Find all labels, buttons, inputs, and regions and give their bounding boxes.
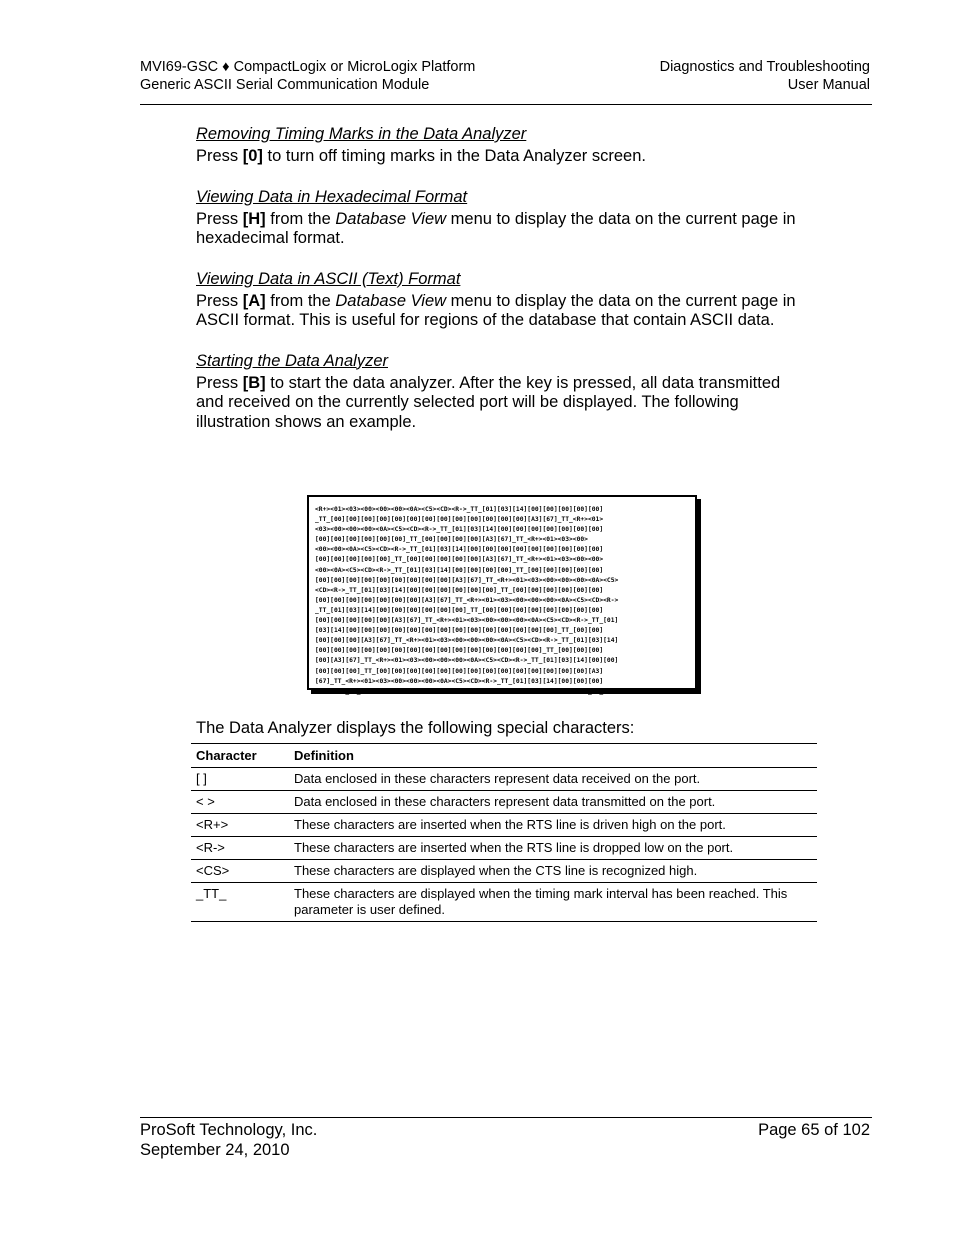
analyzer-line: [67]_TT_<R+><01><03><00><00><00><0A><C5><CD><R->_TT_[01][03][14][00][00][00] xyxy=(315,677,604,685)
key-label: [B] xyxy=(242,373,266,392)
table-row xyxy=(191,837,817,860)
analyzer-line: [00][00][00][00][00]_TT_[00][00][00][00][00][A3][67]_TT_<R+><01><03><00><00> xyxy=(315,556,604,564)
analyzer-line: [00][00][00][00][00][A3][67]_TT_<R+><01><03><00><00><00><0A><C5><CD><R->_TT_[01] xyxy=(315,617,619,625)
section-ascii-format xyxy=(196,269,811,331)
column-header-character: Character xyxy=(191,744,289,768)
section-body: Press [0] to turn off timing marks in the Data Analyzer screen. xyxy=(196,147,646,165)
character-cell: <R-> xyxy=(191,837,289,860)
analyzer-line: [00][00][00][00][00][00][00][00][00][00][00][00][00][00][00]_TT_[00][00][00] xyxy=(315,647,604,655)
section-removing-timing-marks xyxy=(196,124,811,167)
table-row xyxy=(191,768,817,791)
section-body: Press [A] from the Database View menu to display the data on the current page in ASCII format. This is useful for regions of the database that contain ASCII data. xyxy=(196,291,796,329)
analyzer-line: <00><00><0A><C5><CD><R->_TT_[01][03][14][00][00][00][00][00][00][00][00][00] xyxy=(315,546,604,554)
analyzer-line: _TT_[00][00][00][00][00][00][00][00][00][00][00][00][00][A3][67]_TT_<R+><01> xyxy=(315,516,604,524)
section-title: Removing Timing Marks in the Data Analyzer xyxy=(196,125,527,143)
character-cell: _TT_ xyxy=(191,883,289,922)
header-right xyxy=(660,58,870,94)
section-title: Viewing Data in ASCII (Text) Format xyxy=(196,269,461,288)
definition-cell: These characters are inserted when the RTS line is driven high on the port. xyxy=(289,814,817,837)
definition-cell: These characters are displayed when the CTS line is recognized high. xyxy=(289,860,817,883)
definition-cell: Data enclosed in these characters represent data received on the port. xyxy=(289,768,817,791)
footer-divider xyxy=(140,1117,872,1118)
header-module-line: Generic ASCII Serial Communication Module xyxy=(140,77,430,93)
analyzer-line: [00][00]_TT_[00][00][00][00][00][00][00][00][00][00][00][00][00][A3][67]_TT_ xyxy=(315,687,604,695)
analyzer-line: [03][14][00][00][00][00][00][00][00][00][00][00][00][00][00][00]_TT_[00][00] xyxy=(315,627,604,635)
analyzer-line: [00][00][00][00][00][00][00][00][00][A3][67]_TT_<R+><01><03><00><00><00><0A><C5> xyxy=(315,576,619,584)
character-cell: < > xyxy=(191,791,289,814)
analyzer-line: <00><0A><C5><CD><R->_TT_[01][03][14][00][00][00][00]_TT_[00][00][00][00][00] xyxy=(315,566,604,574)
header-doc-type: User Manual xyxy=(787,77,870,93)
analyzer-line: _TT_[01][03][14][00][00][00][00][00][00]_TT_[00][00][00][00][00][00][00][00] xyxy=(315,606,604,614)
footer-date: September 24, 2010 xyxy=(140,1141,290,1159)
table-row xyxy=(191,814,817,837)
header-chapter: Diagnostics and Troubleshooting xyxy=(659,59,870,75)
special-characters-table xyxy=(191,743,817,922)
definition-cell: These characters are displayed when the timing mark interval has been reached. This parameter is user defined. xyxy=(289,883,817,922)
column-header-definition: Definition xyxy=(289,744,817,768)
footer-page-number: Page 65 of 102 xyxy=(758,1121,870,1139)
header-product-line: MVI69-GSC ♦ CompactLogix or MicroLogix Platform xyxy=(140,59,476,75)
analyzer-line: [00][00][00][00][00][00]_TT_[00][00][00][00][A3][67]_TT_<R+><01><03><00> xyxy=(315,536,588,544)
analyzer-line: [00][00][00]_TT_[00][00][00][00][00][00][00][00][00][00][00][00][00][00][A3] xyxy=(315,667,604,675)
analyzer-line: <R+><01><03><00><00><00><0A><C5><CD><R->_TT_[01][03][14][00][00][00][00][00] xyxy=(315,506,604,513)
header-left xyxy=(140,58,475,94)
analyzer-line: [00][A3][67]_TT_<R+><01><03><00><00><00><0A><C5><CD><R->_TT_[01][03][14][00][00] xyxy=(315,657,619,665)
section-title: Starting the Data Analyzer xyxy=(196,351,388,370)
definition-cell: Data enclosed in these characters represent data transmitted on the port. xyxy=(289,791,817,814)
section-hex-format xyxy=(196,187,811,249)
header-divider xyxy=(140,104,872,105)
section-body: Press [H] from the Database View menu to display the data on the current page in hexadecimal format. xyxy=(196,209,796,247)
table-row xyxy=(191,791,817,814)
table-header-row xyxy=(191,744,817,768)
key-label: [0] xyxy=(242,147,263,165)
key-label: [H] xyxy=(242,209,266,228)
key-label: [A] xyxy=(242,291,266,310)
data-analyzer-screenshot xyxy=(307,495,697,695)
analyzer-line: <CD><R->_TT_[01][03][14][00][00][00][00][00][00]_TT_[00][00][00][00][00][00] xyxy=(315,586,604,594)
footer-left xyxy=(140,1120,317,1160)
analyzer-line: [00][00][00][A3][67]_TT_<R+><01><03><00><00><00><0A><C5><CD><R->_TT_[01][03][14] xyxy=(315,637,619,645)
analyzer-line: [00][00][00][00][00][00][00][A3][67]_TT_<R+><01><03><00><00><00><0A><C5><CD><R-> xyxy=(315,596,619,604)
main-content xyxy=(196,124,811,452)
character-cell: [ ] xyxy=(191,768,289,791)
analyzer-line: <03><00><00><00><0A><C5><CD><R->_TT_[01][03][14][00][00][00][00][00][00][00] xyxy=(315,526,604,534)
footer-company: ProSoft Technology, Inc. xyxy=(140,1121,318,1139)
definition-cell: These characters are inserted when the RTS line is dropped low on the port. xyxy=(289,837,817,860)
table-row xyxy=(191,860,817,883)
section-starting-analyzer xyxy=(196,351,811,433)
character-cell: <R+> xyxy=(191,814,289,837)
table-row xyxy=(191,883,817,922)
footer-right xyxy=(758,1120,870,1140)
section-body: Press [B] to start the data analyzer. After the key is pressed, all data transmitted and received on the currently selected port will be displayed. The following illustration shows an example. xyxy=(196,373,781,431)
section-title: Viewing Data in Hexadecimal Format xyxy=(196,187,468,206)
table-intro: The Data Analyzer displays the following special characters: xyxy=(196,719,635,737)
character-cell: <CS> xyxy=(191,860,289,883)
